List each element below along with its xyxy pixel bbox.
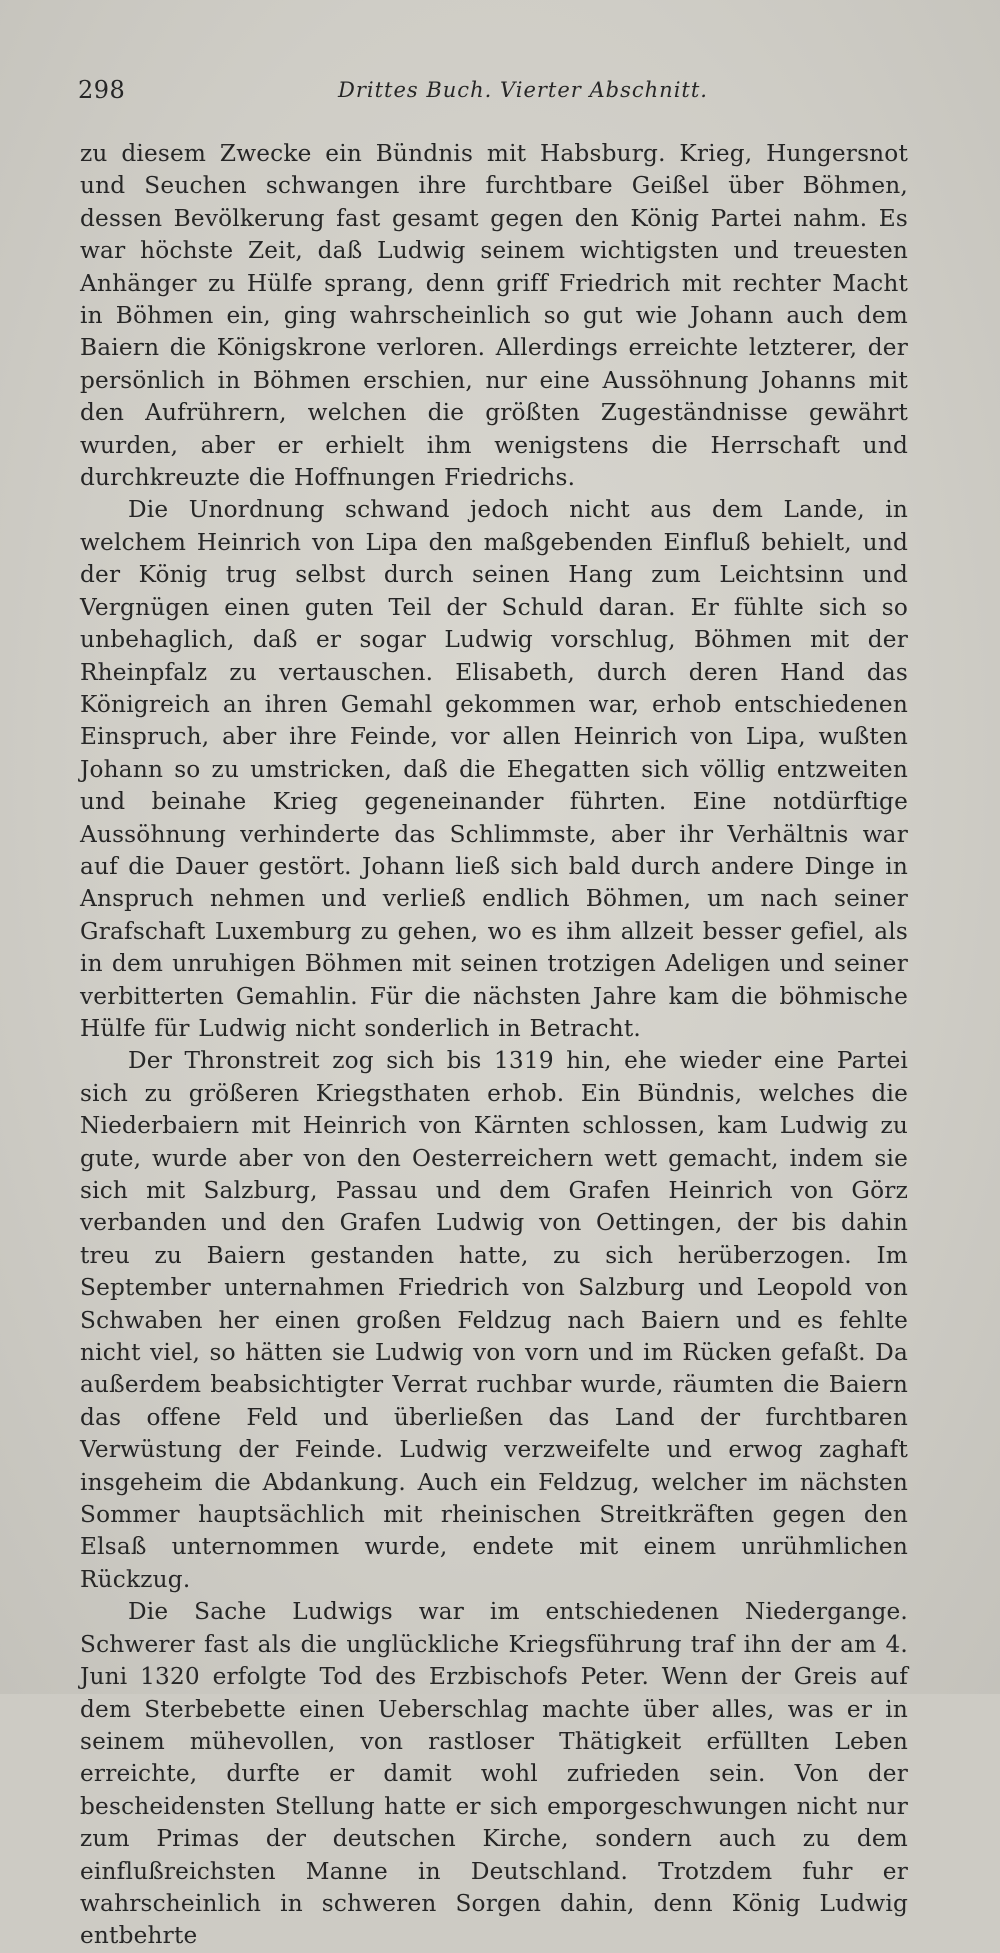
running-head: Drittes Buch. Vierter Abschnitt.	[338, 78, 708, 102]
paragraph-1: zu diesem Zwecke ein Bündnis mit Habsburg. Krieg, Hungersnot und Seuchen schwangen ihre furchtbare Geißel über Böhmen, dessen Bevölkerung fast gesamt gegen den König Partei nahm. Es war höchste Zeit, daß Ludwig seinem wichtigsten und treuesten Anhänger zu Hülfe sprang, denn griff Friedrich mit rechter Macht in Böhmen ein, ging wahrscheinlich so gut wie Johann auch dem Baiern die Königskrone verloren. Allerdings erreichte letzterer, der persönlich in Böhmen erschien, nur eine Aussöhnung Johanns mit den Aufrührern, welchen die größten Zugeständnisse gewährt wurden, aber er erhielt ihm wenigstens die Herrschaft und durchkreuzte die Hoffnungen Friedrichs.	[80, 140, 908, 492]
body-text	[80, 138, 908, 1953]
page-header	[78, 76, 908, 116]
page-number: 298	[78, 76, 126, 104]
paragraph-3: Der Thronstreit zog sich bis 1319 hin, ehe wieder eine Partei sich zu größeren Kriegsthaten erhob. Ein Bündnis, welches die Niederbaiern mit Heinrich von Kärnten schlossen, kam Ludwig zu gute, wurde aber von den Oesterreichern wett gemacht, indem sie sich mit Salzburg, Passau und dem Grafen Heinrich von Görz verbanden und den Grafen Ludwig von Oettingen, der bis dahin treu zu Baiern gestanden hatte, zu sich herüberzogen. Im September unternahmen Friedrich von Salzburg und Leopold von Schwaben her einen großen Feldzug nach Baiern und es fehlte nicht viel, so hätten sie Ludwig von vorn und im Rücken gefaßt. Da außerdem beabsichtigter Verrat ruchbar wurde, räumten die Baiern das offene Feld und überließen das Land der furchtbaren Verwüstung der Feinde. Ludwig verzweifelte und erwog zaghaft insgeheim die Abdankung. Auch ein Feldzug, welcher im nächsten Sommer hauptsächlich mit rheinischen Streitkräften gegen den Elsaß unternommen wurde, endete mit einem unrühmlichen Rückzug.	[80, 1047, 908, 1593]
paragraph-4: Die Sache Ludwigs war im entschiedenen Niedergange. Schwerer fast als die unglückliche Kriegsführung traf ihn der am 4. Juni 1320 erfolgte Tod des Erzbischofs Peter. Wenn der Greis auf dem Sterbebette einen Ueberschlag machte über alles, was er in seinem mühevollen, von rastloser Thätigkeit erfüllten Leben erreichte, durfte er damit wohl zufrieden sein. Von der bescheidensten Stellung hatte er sich emporgeschwungen nicht nur zum Primas der deutschen Kirche, sondern auch zu dem einflußreichsten Manne in Deutschland. Trotzdem fuhr er wahrscheinlich in schweren Sorgen dahin, denn König Ludwig entbehrte	[80, 1598, 908, 1950]
paragraph-2: Die Unordnung schwand jedoch nicht aus dem Lande, in welchem Heinrich von Lipa den maßgebenden Einfluß behielt, und der König trug selbst durch seinen Hang zum Leichtsinn und Vergnügen einen guten Teil der Schuld daran. Er fühlte sich so unbehaglich, daß er sogar Ludwig vorschlug, Böhmen mit der Rheinpfalz zu vertauschen. Elisabeth, durch deren Hand das Königreich an ihren Gemahl gekommen war, erhob entschiedenen Einspruch, aber ihre Feinde, vor allen Heinrich von Lipa, wußten Johann so zu umstricken, daß die Ehegatten sich völlig entzweiten und beinahe Krieg gegeneinander führten. Eine notdürftige Aussöhnung verhinderte das Schlimmste, aber ihr Verhältnis war auf die Dauer gestört. Johann ließ sich bald durch andere Dinge in Anspruch nehmen und verließ endlich Böhmen, um nach seiner Grafschaft Luxemburg zu gehen, wo es ihm allzeit besser gefiel, als in dem unruhigen Böhmen mit seinen trotzigen Adeligen und seiner verbitterten Gemahlin. Für die nächsten Jahre kam die böhmische Hülfe für Ludwig nicht sonderlich in Betracht.	[80, 496, 908, 1042]
